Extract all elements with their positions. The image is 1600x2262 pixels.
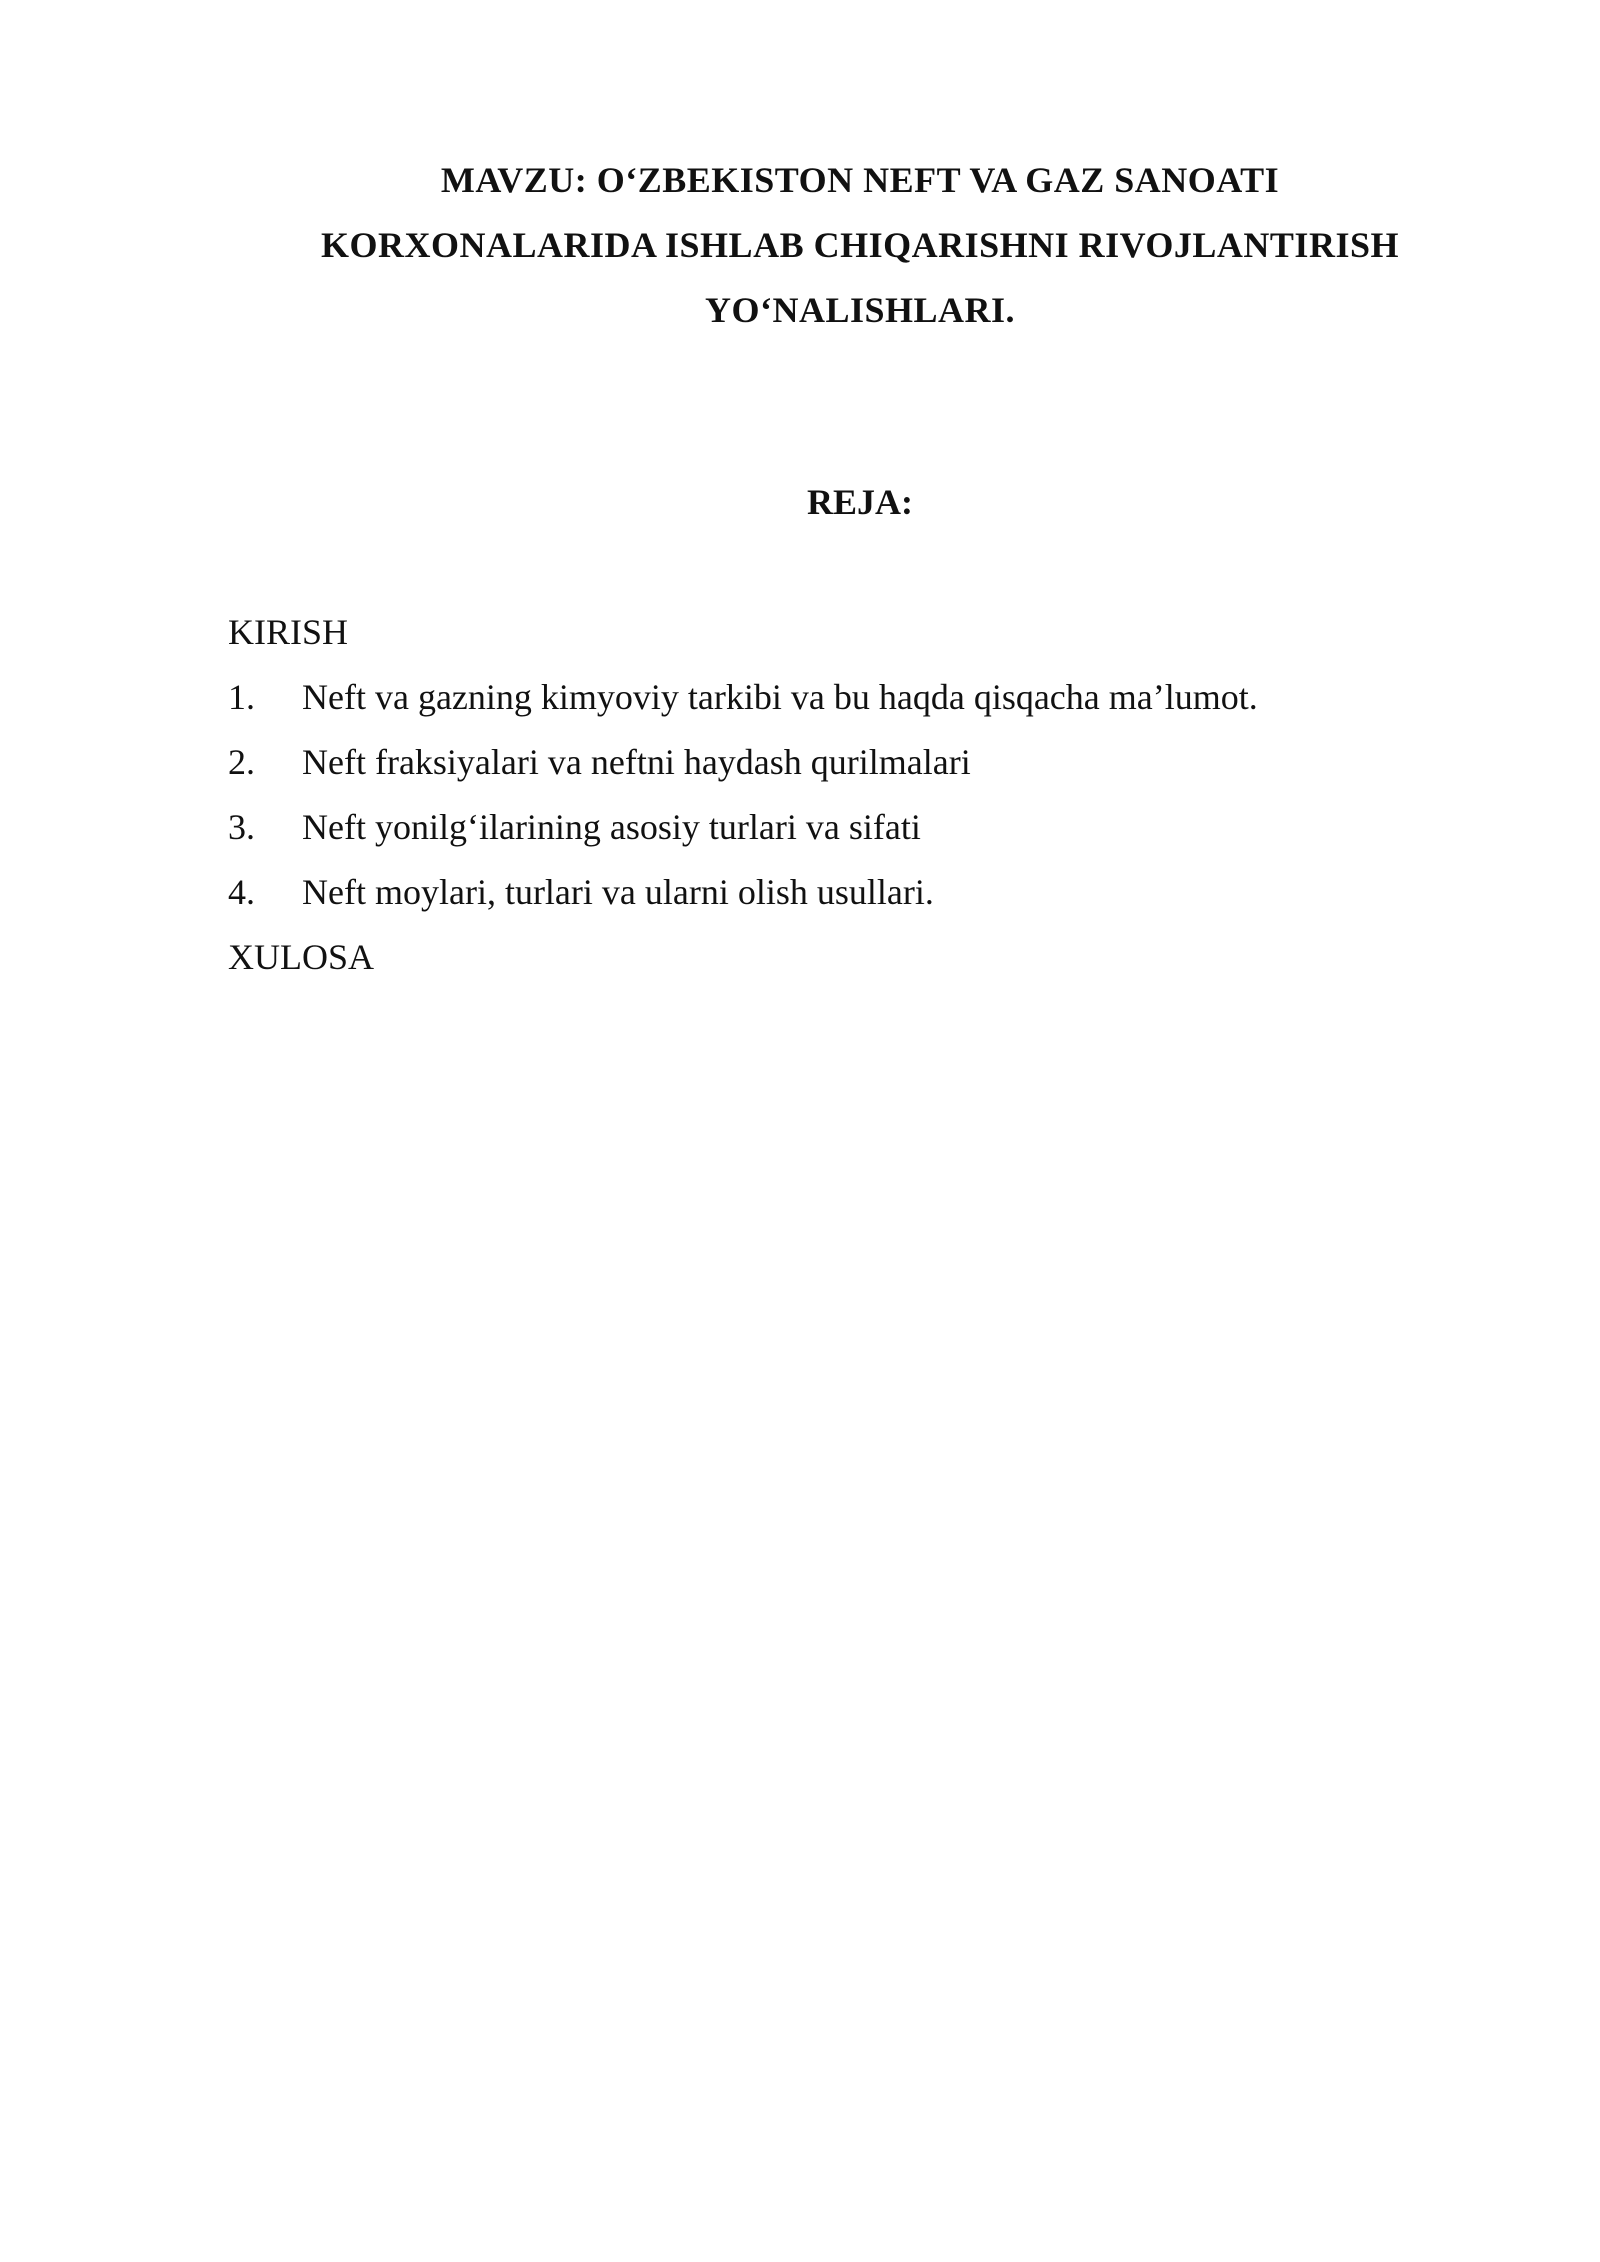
plan-list <box>228 600 1468 990</box>
plan-item-text: Neft yonilg‘ilarining asosiy turlari va sifati <box>302 807 921 847</box>
conclusion-item: XULOSA <box>228 937 375 977</box>
title-line: YO‘NALISHLARI. <box>704 290 1016 330</box>
plan-item <box>228 730 1468 795</box>
plan-item <box>228 665 1468 730</box>
plan-item-number: 3. <box>228 807 255 847</box>
plan-item <box>228 795 1468 860</box>
intro-item: KIRISH <box>228 612 349 652</box>
plan-item-text: Neft fraksiyalari va neftni haydash qurilmalari <box>302 742 971 782</box>
plan-item-number: 2. <box>228 742 255 782</box>
title-line: MAVZU: O‘ZBEKISTON NEFT VA GAZ SANOATI <box>440 160 1280 200</box>
plan-item <box>228 860 1468 925</box>
plan-heading: REJA: <box>807 482 913 522</box>
plan-item-number: 1. <box>228 677 255 717</box>
document-title <box>230 148 1490 343</box>
plan-item-number: 4. <box>228 872 255 912</box>
title-line: KORXONALARIDA ISHLAB CHIQARISHNI RIVOJLANTIRISH <box>321 225 1399 265</box>
plan-item-text: Neft va gazning kimyoviy tarkibi va bu haqda qisqacha ma’lumot. <box>302 677 1258 717</box>
plan-item-text: Neft moylari, turlari va ularni olish usullari. <box>302 872 934 912</box>
